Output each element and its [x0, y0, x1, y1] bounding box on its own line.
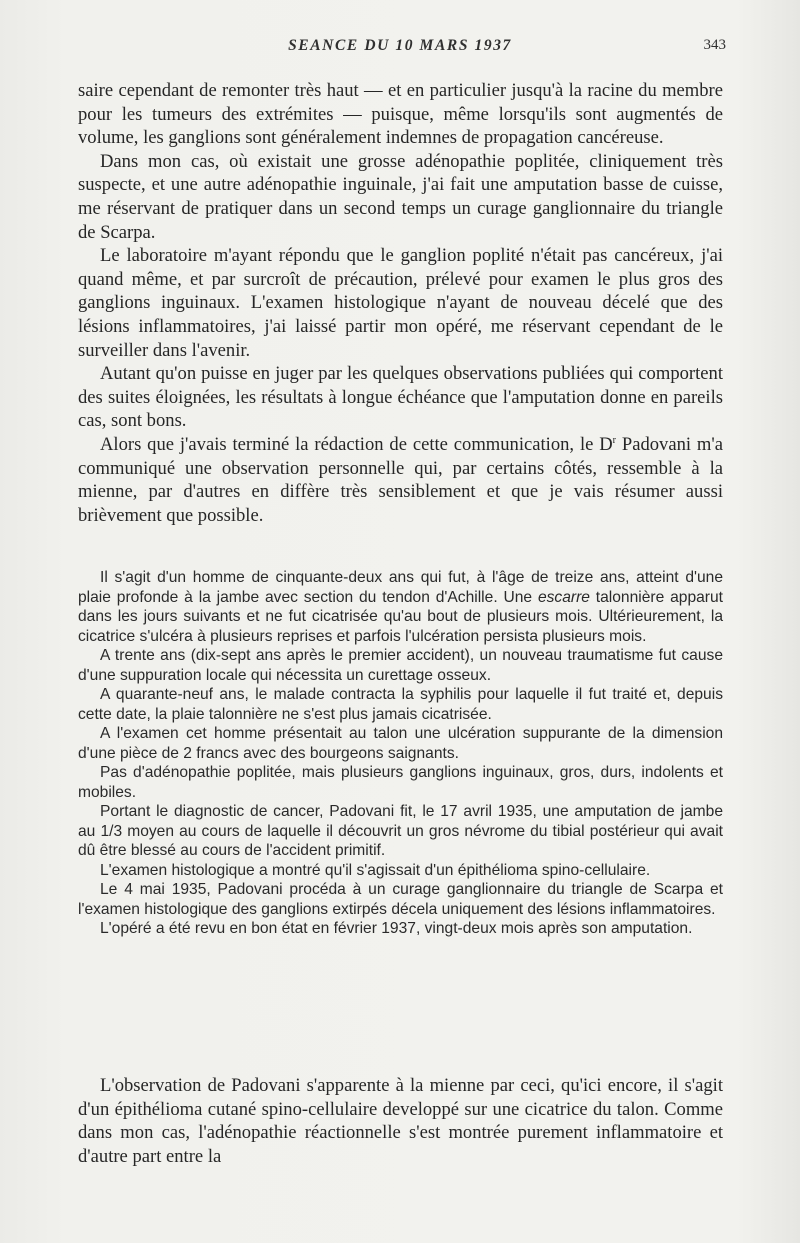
paragraph-laboratory: Le laboratoire m'ayant répondu que le ganglion poplité n'était pas cancéreux, j'ai quand même, et par surcroît de précaution, prélevé pour examen le plus gros des ganglions inguinaux. L'examen histologique n'ayant de nouveau décelé que des lésions inflammatoires, j'ai laissé partir mon opéré, me réservant cependant de le surveiller dans l'avenir. — [78, 245, 723, 361]
paragraph-comparison: L'observation de Padovani s'apparente à la mienne par ceci, qu'ici encore, il s'agit d'un épithélioma cutané spino-cellulaire developpé sur une cicatrice du talon. Comme dans mon cas, l'adénopathie réactionnelle s'est montrée purement inflammatoire et d'autre part entre la — [78, 1075, 723, 1167]
case-paragraph-exam: A l'examen cet homme présentait au talon une ulcération suppurante de la dimension d'une pièce de 2 francs avec des bourgeons saignants. — [78, 725, 723, 762]
header-title: SEANCE DU 10 MARS 1937 — [288, 37, 512, 54]
case-report — [78, 568, 723, 939]
paragraph-padovani-intro — [78, 433, 723, 527]
padovani-intro-end: Padovani m'a communiqué une observation personnelle qui, par certains côtés, ressemble à la mienne, par d'autres en diffère très sensiblement et que je vais résumer aussi brièvement que possible. — [78, 433, 723, 526]
case-history-end: talonnière apparut dans les jours suivants et ne fut cicatrisée qu'au bout de plusieurs mois. Ultérieurement, la cicatrice s'ulcéra à plusieurs reprises et parfois l'ulcération persista plusieurs mois. — [78, 588, 723, 645]
main-text-upper — [78, 79, 723, 527]
paragraph-case-description: Dans mon cas, où existait une grosse adénopathie poplitée, cliniquement très suspecte, et une autre adénopathie inguinale, j'ai fait une amputation basse de cuisse, me réservant de pratiquer dans un second temps un curage ganglionnaire du triangle de Scarpa. — [78, 150, 723, 243]
case-paragraph-adenopathy: Pas d'adénopathie poplitée, mais plusieurs ganglions inguinaux, gros, durs, indolents et mobiles. — [78, 764, 723, 801]
padovani-intro-start: Alors que j'avais terminé la rédaction de cette communication, le D — [100, 433, 613, 455]
case-paragraph-history — [78, 568, 723, 646]
page-number: 343 — [703, 37, 726, 53]
paragraph-continuation: saire cependant de remonter très haut — et en particulier jusqu'à la racine du membre pour les tumeurs des extrémites — puisque, même lorsqu'ils sont augmentés de volume, les ganglions sont généralement indemnes de propagation cancéreuse. — [78, 80, 723, 149]
case-paragraph-syphilis: A quarante-neuf ans, le malade contracta la syphilis pour laquelle il fut traité et, depuis cette date, la plaie talonnière ne s'est plus jamais cicatrisée. — [78, 686, 723, 723]
case-paragraph-histology: L'examen histologique a montré qu'il s'agissait d'un épithélioma spino-cellulaire. — [100, 861, 651, 879]
case-history-start: Il s'agit d'un homme de cinquante-deux ans qui fut, à l'âge de treize ans, atteint d'une plaie profonde à la jambe avec section du tendon d'Achille. Une — [78, 569, 723, 606]
paragraph-results: Autant qu'on puisse en juger par les quelques observations publiées qui comportent des suites éloignées, les résultats à longue échéance que l'amputation donne en pareils cas, sont bons. — [78, 363, 723, 432]
case-paragraph-curage: Le 4 mai 1935, Padovani procéda à un curage ganglionnaire du triangle de Scarpa et l'examen histologique des ganglions extirpés décela uniquement des lésions inflammatoires. — [78, 881, 723, 918]
case-italic-term: escarre — [537, 588, 590, 606]
case-paragraph-amputation: Portant le diagnostic de cancer, Padovani fit, le 17 avril 1935, une amputation de jambe au 1/3 moyen au cours de laquelle il découvrit un gros névrome du tibial postérieur qui avait dû être blessé au cours de l'accident primitif. — [78, 803, 723, 859]
running-header — [0, 37, 800, 59]
case-paragraph-followup: L'opéré a été revu en bon état en février 1937, vingt-deux mois après son amputation. — [100, 920, 693, 937]
doctor-superscript: r — [612, 434, 616, 446]
case-paragraph-trauma: A trente ans (dix-sept ans après le premier accident), un nouveau traumatisme fut cause d'une suppuration locale qui nécessita un curettage osseux. — [78, 647, 723, 684]
main-text-lower — [78, 1074, 723, 1168]
